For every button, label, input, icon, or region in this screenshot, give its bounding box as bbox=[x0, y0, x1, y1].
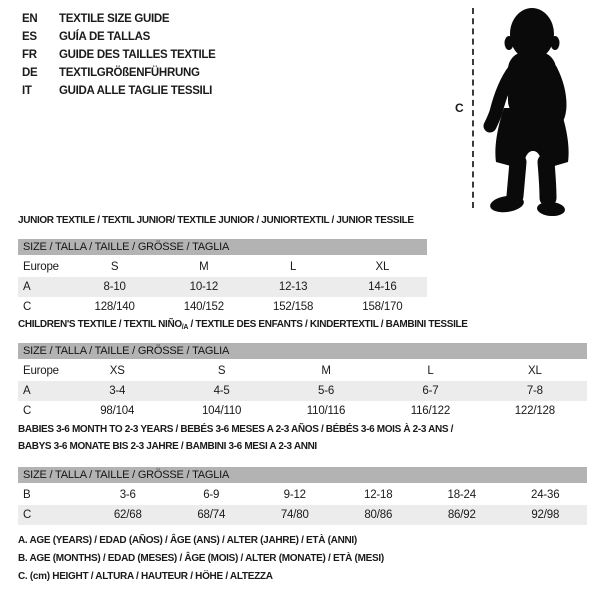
section-title-children bbox=[18, 319, 468, 331]
language-code: FR bbox=[22, 49, 37, 61]
table-row bbox=[18, 297, 427, 317]
title-text: / TEXTILE DES ENFANTS / KINDERTEXTIL / BAMBINI TESSILE bbox=[188, 319, 468, 330]
table-cell: L bbox=[427, 365, 434, 377]
table-cell: 5-6 bbox=[318, 385, 335, 397]
table-cell: 14-16 bbox=[368, 281, 397, 293]
language-title: TEXTILGRÖßENFÜHRUNG bbox=[59, 67, 200, 79]
table-row bbox=[18, 381, 587, 401]
language-row bbox=[22, 82, 216, 100]
table-cell: 8-10 bbox=[103, 281, 126, 293]
row-label: C bbox=[23, 405, 32, 417]
size-header-bar: SIZE / TALLA / TAILLE / GRÖSSE / TAGLIA bbox=[18, 343, 587, 359]
babies-size-table bbox=[18, 467, 587, 525]
section-title-babies bbox=[18, 421, 453, 455]
table-row bbox=[18, 505, 587, 525]
table-row bbox=[18, 361, 587, 381]
table-cell: 68/74 bbox=[197, 509, 226, 521]
title-text: CHILDREN'S TEXTILE / TEXTIL NIÑO bbox=[18, 319, 182, 330]
note-age-years: A. AGE (YEARS) / EDAD (AÑOS) / ÂGE (ANS) / ALTER (JAHRE) / ETÀ (ANNI) bbox=[18, 535, 357, 546]
junior-size-table bbox=[18, 239, 427, 317]
table-cell: 62/68 bbox=[113, 509, 142, 521]
legend-notes bbox=[18, 535, 384, 589]
height-measure-figure bbox=[440, 0, 600, 232]
table-cell: 110/116 bbox=[306, 405, 346, 417]
table-cell: 18-24 bbox=[447, 489, 476, 501]
toddler-silhouette-icon bbox=[480, 4, 595, 222]
table-row bbox=[18, 257, 427, 277]
table-cell: M bbox=[199, 261, 209, 273]
height-measure-label: C bbox=[455, 101, 464, 115]
table-cell: XL bbox=[375, 261, 390, 273]
table-cell: 6-9 bbox=[203, 489, 220, 501]
language-row bbox=[22, 10, 216, 28]
note-age-months: B. AGE (MONTHS) / EDAD (MESES) / ÂGE (MOIS) / ALTER (MONATE) / ETÀ (MESI) bbox=[18, 553, 384, 564]
table-cell: L bbox=[290, 261, 297, 273]
language-code: IT bbox=[22, 85, 32, 97]
table-cell: 122/128 bbox=[514, 405, 555, 417]
size-header-bar: SIZE / TALLA / TAILLE / GRÖSSE / TAGLIA bbox=[18, 467, 587, 483]
table-cell: 3-4 bbox=[109, 385, 126, 397]
size-header-bar: SIZE / TALLA / TAILLE / GRÖSSE / TAGLIA bbox=[18, 239, 427, 255]
row-label: A bbox=[23, 385, 31, 397]
table-cell: 80/86 bbox=[364, 509, 393, 521]
row-label: A bbox=[23, 281, 31, 293]
table-cell: 3-6 bbox=[119, 489, 136, 501]
table-row bbox=[18, 485, 587, 505]
language-code: DE bbox=[22, 67, 38, 79]
title-subscript: /A bbox=[181, 324, 189, 331]
language-row bbox=[22, 28, 216, 46]
table-cell: S bbox=[217, 365, 226, 377]
table-cell: 116/122 bbox=[410, 405, 451, 417]
table-cell: 4-5 bbox=[213, 385, 230, 397]
language-row bbox=[22, 64, 216, 82]
table-cell: 6-7 bbox=[422, 385, 439, 397]
language-title: GUIDE DES TAILLES TEXTILE bbox=[59, 49, 216, 61]
table-cell: 128/140 bbox=[94, 301, 135, 313]
row-label: Europe bbox=[23, 261, 59, 273]
note-height-cm: C. (cm) HEIGHT / ALTURA / HAUTEUR / HÖHE / ALTEZZA bbox=[18, 571, 273, 582]
dashed-measure-line-icon bbox=[472, 8, 474, 208]
title-line-2: BABYS 3-6 MONATE BIS 2-3 JAHRE / BAMBINI 3-6 MESI A 2-3 ANNI bbox=[18, 441, 317, 452]
children-size-table bbox=[18, 343, 587, 421]
table-cell: 158/170 bbox=[362, 301, 403, 313]
language-code: EN bbox=[22, 13, 38, 25]
row-label: C bbox=[23, 301, 32, 313]
language-title: GUIDA ALLE TAGLIE TESSILI bbox=[59, 85, 213, 97]
table-cell: 140/152 bbox=[183, 301, 224, 313]
table-cell: 10-12 bbox=[189, 281, 219, 293]
table-cell: S bbox=[110, 261, 119, 273]
table-cell: 86/92 bbox=[447, 509, 476, 521]
language-row bbox=[22, 46, 216, 64]
table-cell: 24-36 bbox=[531, 489, 560, 501]
title-line-1: BABIES 3-6 MONTH TO 2-3 YEARS / BEBÉS 3-6 MESES A 2-3 AÑOS / BÉBÉS 3-6 MOIS À 2-3 ANS / bbox=[18, 424, 454, 435]
row-label: C bbox=[23, 509, 32, 521]
table-row bbox=[18, 277, 427, 297]
language-title-block bbox=[22, 10, 216, 100]
table-cell: 104/110 bbox=[201, 405, 242, 417]
table-cell: 7-8 bbox=[526, 385, 543, 397]
table-cell: 12-18 bbox=[364, 489, 393, 501]
table-cell: 12-13 bbox=[278, 281, 308, 293]
language-code: ES bbox=[22, 31, 37, 43]
table-cell: XL bbox=[527, 365, 542, 377]
table-cell: 98/104 bbox=[100, 405, 135, 417]
language-title: GUÍA DE TALLAS bbox=[59, 31, 150, 43]
language-title: TEXTILE SIZE GUIDE bbox=[59, 13, 170, 25]
table-cell: 9-12 bbox=[283, 489, 306, 501]
table-row bbox=[18, 401, 587, 421]
table-cell: 152/158 bbox=[273, 301, 314, 313]
table-cell: 92/98 bbox=[531, 509, 560, 521]
section-title-junior: JUNIOR TEXTILE / TEXTIL JUNIOR/ TEXTILE JUNIOR / JUNIORTEXTIL / JUNIOR TESSILE bbox=[18, 215, 414, 226]
table-cell: XS bbox=[109, 365, 125, 377]
table-cell: 74/80 bbox=[280, 509, 309, 521]
row-label: Europe bbox=[23, 365, 59, 377]
row-label: B bbox=[23, 489, 31, 501]
table-cell: M bbox=[321, 365, 331, 377]
